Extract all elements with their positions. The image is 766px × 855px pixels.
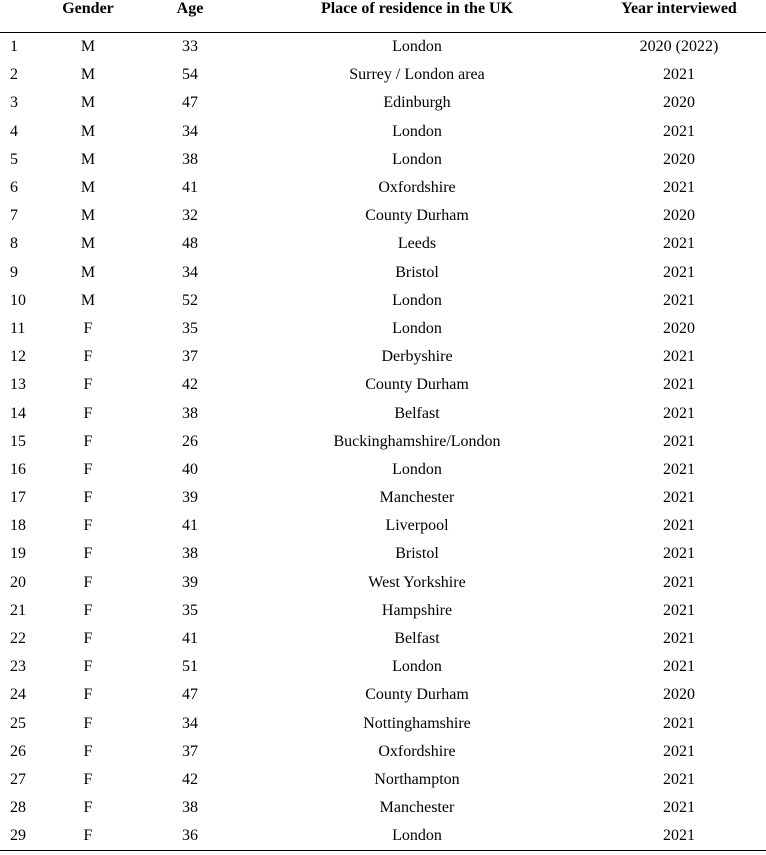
table-row	[0, 315, 766, 343]
cell-age: 34	[182, 122, 198, 140]
table-row	[0, 681, 766, 709]
table-row	[0, 710, 766, 738]
cell-age: 37	[182, 742, 198, 760]
cell-year: 2020	[663, 207, 695, 225]
cell-number: 21	[10, 601, 26, 619]
cell-gender: M	[80, 263, 96, 281]
table-body	[0, 33, 766, 851]
cell-gender: F	[83, 658, 93, 676]
header-number	[0, 0, 38, 33]
cell-place: London	[392, 460, 442, 478]
cell-place: London	[242, 822, 592, 851]
cell-place: Manchester	[379, 799, 455, 817]
cell-gender: F	[83, 489, 93, 507]
cell-place: London	[392, 38, 442, 56]
cell-gender: F	[83, 799, 93, 817]
cell-gender: F	[83, 545, 93, 563]
cell-number: 1	[10, 38, 18, 56]
cell-place: West Yorkshire	[368, 573, 466, 591]
cell-age: 33	[182, 38, 198, 56]
table-row	[0, 343, 766, 371]
cell-number: 9	[10, 263, 18, 281]
cell-number: 12	[10, 348, 26, 366]
cell-age: 35	[182, 319, 198, 337]
cell-year: 2021	[663, 404, 695, 422]
cell-gender: F	[83, 432, 93, 450]
cell-gender: F	[83, 742, 93, 760]
cell-place: Northampton	[374, 770, 460, 788]
cell-year: 2021	[663, 489, 695, 507]
cell-year: 2021	[663, 545, 695, 563]
cell-year: 2020 (2022)	[639, 38, 719, 56]
cell-number: 25	[10, 714, 26, 732]
cell-age: 32	[182, 207, 198, 225]
cell-number: 3	[10, 94, 18, 112]
table-row	[0, 653, 766, 681]
table-row	[0, 174, 766, 202]
cell-gender: F	[83, 348, 93, 366]
cell-place: Nottinghamshire	[363, 714, 471, 732]
cell-gender: M	[80, 207, 96, 225]
cell-age: 51	[182, 658, 198, 676]
cell-year: 2021	[663, 235, 695, 253]
cell-year: 2021	[663, 714, 695, 732]
cell-year: 2021	[663, 601, 695, 619]
cell-place: London	[392, 122, 442, 140]
cell-year: 2021	[663, 263, 695, 281]
table-row	[0, 794, 766, 822]
cell-place: Bristol	[395, 263, 439, 281]
cell-number: 7	[10, 207, 18, 225]
cell-number: 20	[10, 573, 26, 591]
table-row	[0, 371, 766, 399]
cell-year: 2021	[663, 122, 695, 140]
cell-place: London	[392, 150, 442, 168]
cell-place: Surrey / London area	[349, 66, 485, 84]
cell-year: 2021	[663, 770, 695, 788]
cell-number: 4	[10, 122, 18, 140]
cell-age: 37	[182, 348, 198, 366]
cell-place: London	[392, 658, 442, 676]
table-row	[0, 287, 766, 315]
cell-age: 42	[182, 770, 198, 788]
cell-age: 39	[182, 489, 198, 507]
cell-number: 29	[0, 822, 38, 851]
cell-number: 5	[10, 150, 18, 168]
cell-year: 2021	[663, 573, 695, 591]
cell-number: 17	[10, 489, 26, 507]
table-row	[0, 540, 766, 568]
cell-number: 16	[10, 460, 26, 478]
cell-year: 2021	[663, 348, 695, 366]
table-row	[0, 33, 766, 62]
cell-number: 2	[10, 66, 18, 84]
cell-number: 15	[10, 432, 26, 450]
cell-age: 34	[182, 263, 198, 281]
table-row	[0, 230, 766, 258]
cell-place: Liverpool	[385, 517, 449, 535]
cell-place: London	[392, 291, 442, 309]
cell-gender: F	[83, 517, 93, 535]
cell-place: Derbyshire	[381, 348, 453, 366]
cell-age: 38	[182, 404, 198, 422]
header-row	[0, 0, 766, 33]
cell-year: 2021	[663, 376, 695, 394]
table-row	[0, 456, 766, 484]
cell-place: Bristol	[395, 545, 439, 563]
cell-year: 2020	[663, 686, 695, 704]
cell-year: 2020	[663, 150, 695, 168]
cell-number: 14	[10, 404, 26, 422]
cell-gender: F	[83, 630, 93, 648]
cell-gender: M	[80, 38, 96, 56]
cell-gender: F	[38, 822, 138, 851]
table-row	[0, 89, 766, 117]
table-row	[0, 766, 766, 794]
table-row	[0, 512, 766, 540]
cell-number: 18	[10, 517, 26, 535]
cell-gender: M	[80, 291, 96, 309]
cell-age: 38	[182, 150, 198, 168]
table-row	[0, 399, 766, 427]
cell-place: County Durham	[365, 376, 469, 394]
cell-gender: M	[80, 235, 96, 253]
cell-place: County Durham	[365, 207, 469, 225]
table-row	[0, 61, 766, 89]
cell-year: 2021	[663, 658, 695, 676]
cell-age: 38	[182, 545, 198, 563]
cell-age: 41	[182, 517, 198, 535]
cell-place: Belfast	[394, 404, 440, 422]
cell-place: Hampshire	[381, 601, 453, 619]
cell-year: 2021	[663, 799, 695, 817]
cell-number: 10	[10, 291, 26, 309]
table-row	[0, 428, 766, 456]
cell-age: 47	[182, 94, 198, 112]
cell-place: County Durham	[365, 686, 469, 704]
cell-age: 36	[138, 822, 242, 851]
header-gender: Gender	[38, 0, 138, 33]
cell-place: Oxfordshire	[378, 742, 456, 760]
table-row	[0, 259, 766, 287]
cell-year: 2021	[663, 742, 695, 760]
cell-number: 26	[10, 742, 26, 760]
cell-number: 6	[10, 179, 18, 197]
cell-gender: M	[80, 66, 96, 84]
cell-place: Leeds	[397, 235, 437, 253]
cell-year: 2021	[663, 66, 695, 84]
table-row	[0, 625, 766, 653]
header-age: Age	[138, 0, 242, 33]
cell-age: 41	[182, 179, 198, 197]
cell-place: Manchester	[379, 489, 455, 507]
table-row	[0, 118, 766, 146]
cell-place: Oxfordshire	[378, 179, 456, 197]
header-year: Year interviewed	[592, 0, 766, 33]
cell-age: 54	[182, 66, 198, 84]
cell-age: 48	[182, 235, 198, 253]
cell-number: 27	[10, 770, 26, 788]
table-row	[0, 822, 766, 851]
header-place: Place of residence in the UK	[242, 0, 592, 33]
cell-age: 47	[182, 686, 198, 704]
cell-year: 2020	[663, 319, 695, 337]
cell-age: 34	[182, 714, 198, 732]
cell-gender: F	[83, 573, 93, 591]
cell-gender: F	[83, 714, 93, 732]
cell-number: 19	[10, 545, 26, 563]
table-row	[0, 738, 766, 766]
cell-gender: M	[80, 150, 96, 168]
cell-gender: M	[80, 94, 96, 112]
cell-number: 28	[10, 799, 26, 817]
cell-year: 2021	[663, 517, 695, 535]
cell-age: 42	[182, 376, 198, 394]
cell-gender: F	[83, 460, 93, 478]
cell-gender: F	[83, 686, 93, 704]
table-row	[0, 484, 766, 512]
cell-age: 38	[182, 799, 198, 817]
cell-number: 11	[10, 319, 26, 337]
cell-year: 2021	[663, 432, 695, 450]
cell-year: 2021	[592, 822, 766, 851]
cell-number: 24	[10, 686, 26, 704]
cell-place: Buckinghamshire/London	[333, 432, 501, 450]
cell-age: 52	[182, 291, 198, 309]
table-header	[0, 0, 766, 33]
cell-gender: F	[83, 376, 93, 394]
cell-year: 2021	[663, 179, 695, 197]
cell-gender: F	[83, 770, 93, 788]
cell-age: 40	[182, 460, 198, 478]
cell-year: 2020	[663, 94, 695, 112]
cell-number: 23	[10, 658, 26, 676]
cell-gender: F	[83, 319, 93, 337]
cell-gender: M	[80, 122, 96, 140]
cell-age: 35	[182, 601, 198, 619]
cell-age: 26	[182, 432, 198, 450]
cell-gender: F	[83, 404, 93, 422]
table-row	[0, 202, 766, 230]
cell-year: 2021	[663, 460, 695, 478]
cell-number: 22	[10, 630, 26, 648]
table-row	[0, 597, 766, 625]
cell-number: 13	[10, 376, 26, 394]
cell-place: Edinburgh	[383, 94, 451, 112]
table-row	[0, 146, 766, 174]
cell-number: 8	[10, 235, 18, 253]
cell-place: Belfast	[394, 630, 440, 648]
cell-year: 2021	[663, 291, 695, 309]
cell-age: 39	[182, 573, 198, 591]
cell-place: London	[392, 319, 442, 337]
cell-year: 2021	[663, 630, 695, 648]
cell-gender: M	[80, 179, 96, 197]
table-row	[0, 569, 766, 597]
cell-gender: F	[83, 601, 93, 619]
cell-age: 41	[182, 630, 198, 648]
